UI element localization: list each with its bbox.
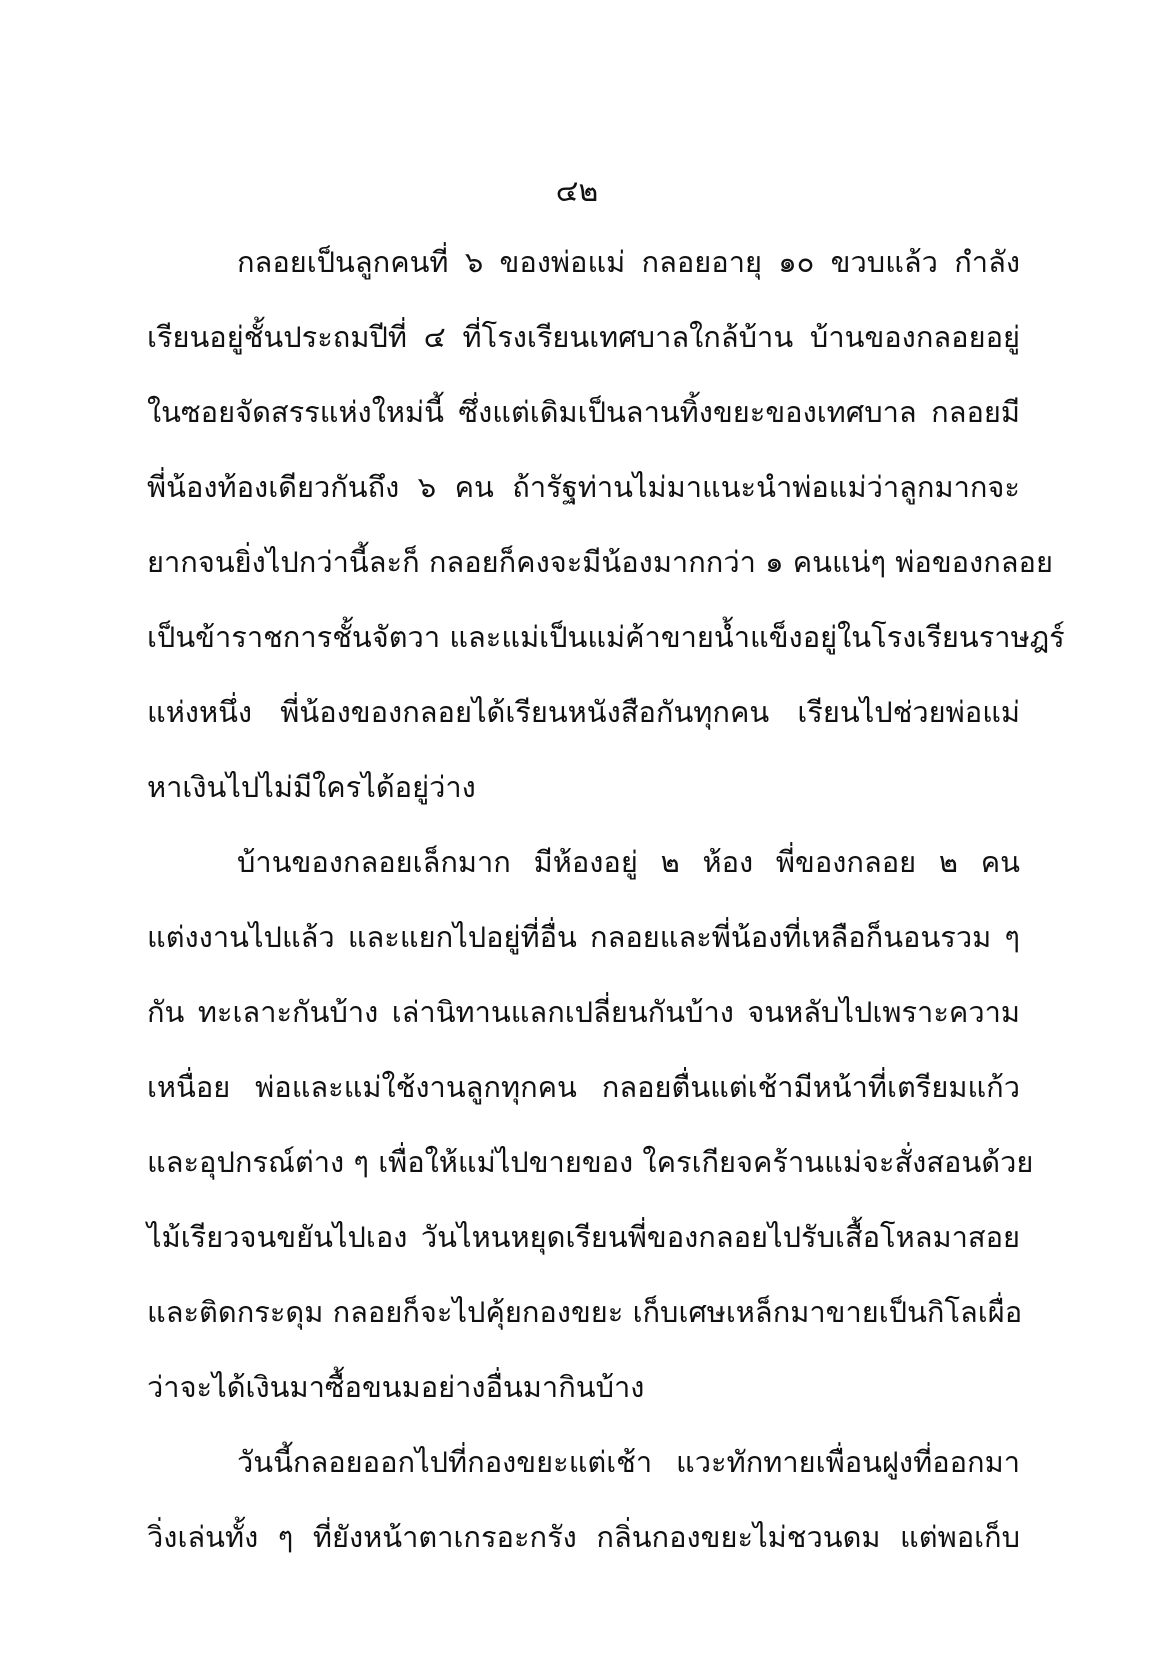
text-line: แต่งงานไปแล้ว และแยกไปอยู่ที่อื่น กลอยและพี่น้องที่เหลือก็นอนรวม ๆ	[147, 920, 1020, 954]
text-line: พี่น้องท้องเดียวกันถึง ๖ คน ถ้ารัฐท่านไม่มาแนะนำพ่อแม่ว่าลูกมากจะ	[147, 470, 1020, 504]
page-number: ๔๒	[555, 174, 599, 209]
text-line: หาเงินไปไม่มีใครได้อยู่ว่าง	[147, 770, 476, 804]
text-line: วันนี้กลอยออกไปที่กองขยะแต่เช้า แวะทักทายเพื่อนฝูงที่ออกมา	[237, 1445, 1020, 1479]
text-line: และอุปกรณ์ต่าง ๆ เพื่อให้แม่ไปขายของ ใครเกียจคร้านแม่จะสั่งสอนด้วย	[147, 1145, 1034, 1179]
text-line: กลอยเป็นลูกคนที่ ๖ ของพ่อแม่ กลอยอายุ ๑๐ ขวบแล้ว กำลัง	[237, 245, 1020, 279]
text-line: แห่งหนึ่ง พี่น้องของกลอยได้เรียนหนังสือกันทุกคน เรียนไปช่วยพ่อแม่	[147, 695, 1020, 729]
text-line: และติดกระดุม กลอยก็จะไปคุ้ยกองขยะ เก็บเศษเหล็กมาขายเป็นกิโลเผื่อ	[147, 1295, 1023, 1329]
text-line: เป็นข้าราชการชั้นจัตวา และแม่เป็นแม่ค้าขายน้ำแข็งอยู่ในโรงเรียนราษฎร์	[147, 620, 1065, 654]
text-line: ว่าจะได้เงินมาซื้อขนมอย่างอื่นมากินบ้าง	[147, 1370, 645, 1404]
text-line: เรียนอยู่ชั้นประถมปีที่ ๔ ที่โรงเรียนเทศบาลใกล้บ้าน บ้านของกลอยอยู่	[147, 320, 1020, 354]
body-text	[147, 240, 1065, 1590]
text-line: กัน ทะเลาะกันบ้าง เล่านิทานแลกเปลี่ยนกันบ้าง จนหลับไปเพราะความ	[147, 995, 1020, 1029]
text-line: ในซอยจัดสรรแห่งใหม่นี้ ซึ่งแต่เดิมเป็นลานทิ้งขยะของเทศบาล กลอยมี	[147, 395, 1020, 429]
text-line: บ้านของกลอยเล็กมาก มีห้องอยู่ ๒ ห้อง พี่ของกลอย ๒ คน	[237, 845, 1020, 879]
text-line: ยากจนยิ่งไปกว่านี้ละก็ กลอยก็คงจะมีน้องมากกว่า ๑ คนแน่ๆ พ่อของกลอย	[147, 545, 1053, 579]
text-line: วิ่งเล่นทั้ง ๆ ที่ยังหน้าตาเกรอะกรัง กลิ่นกองขยะไม่ชวนดม แต่พอเก็บ	[147, 1520, 1020, 1554]
text-line: ไม้เรียวจนขยันไปเอง วันไหนหยุดเรียนพี่ของกลอยไปรับเสื้อโหลมาสอย	[147, 1220, 1020, 1254]
text-line: เหนื่อย พ่อและแม่ใช้งานลูกทุกคน กลอยตื่นแต่เช้ามีหน้าที่เตรียมแก้ว	[147, 1070, 1020, 1104]
